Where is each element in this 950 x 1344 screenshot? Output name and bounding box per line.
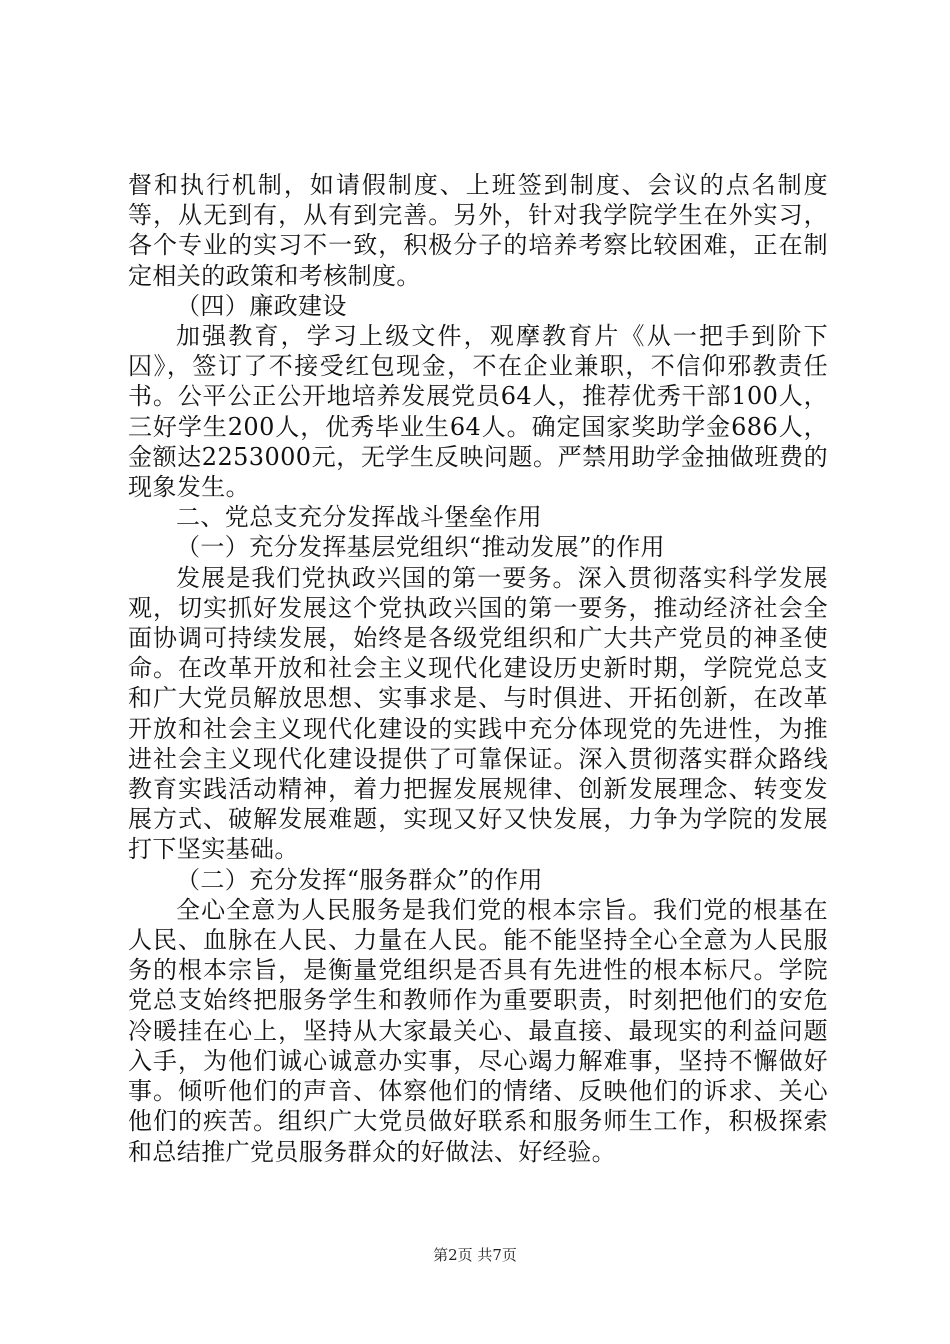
paragraph-tuidong-fazhan: 发展是我们党执政兴国的第一要务。深入贯彻落实科学发展观，切实抓好发展这个党执政兴国的第一要务，推动经济社会全面协调可持续发展，始终是各级党组织和广大共产党员的神圣使命。在改革开放和社会主义现代化建设历史新时期，学院党总支和广大党员解放思想、实事求是、与时俱进、开拓创新，在改革开放和社会主义现代化建设的实践中充分体现党的先进性，为推进社会主义现代化建设提供了可靠保证。深入贯彻落实群众路线教育实践活动精神，着力把握发展规律、创新发展理念、转变发展方式、破解发展难题，实现又好又快发展，力争为学院的发展打下坚实基础。 [128,563,828,864]
section-heading-part-two: 二、党总支充分发挥战斗堡垒作用 [176,503,542,532]
paragraph-fuwu-qunzhong: 全心全意为人民服务是我们党的根本宗旨。我们党的根基在人民、血脉在人民、力量在人民。能不能坚持全心全意为人民服务的根本宗旨，是衡量党组织是否具有先进性的根本标尺。学院党总支始终把服务学生和教师作为重要职责，时刻把他们的安危冷暖挂在心上，坚持从大家最关心、最直接、最现实的利益问题入手，为他们诚心诚意办实事，尽心竭力解难事，坚持不懈做好事。倾听他们的声音、体察他们的情绪、反映他们的诉求、关心他们的疾苦。组织广大党员做好联系和服务师生工作，积极探索和总结推广党员服务群众的好做法、好经验。 [128,895,828,1166]
page-number-label: 第2页 共7页 [433,1246,517,1264]
section-heading-fuwu-qunzhong: （二）充分发挥“服务群众”的作用 [176,865,543,894]
section-heading-tuidong-fazhan: （一）充分发挥基层党组织“推动发展”的作用 [176,533,665,562]
page-footer [0,1244,950,1265]
document-body [128,170,828,1167]
paragraph-lianzheng: 加强教育，学习上级文件，观摩教育片《从一把手到阶下囚》，签订了不接受红包现金，不在企业兼职，不信仰邪教责任书。公平公正公开地培养发展党员64人，推荐优秀干部100人，三好学生200人，优秀毕业生64人。确定国家奖助学金686人，金额达2253000元，无学生反映问题。严禁用助学金抽做班费的现象发生。 [128,322,828,502]
section-heading-lianzheng: （四）廉政建设 [176,291,347,320]
paragraph-continuation: 督和执行机制，如请假制度、上班签到制度、会议的点名制度等，从无到有，从有到完善。另外，针对我学院学生在外实习，各个专业的实习不一致，积极分子的培养考察比较困难，正在制定相关的政策和考核制度。 [128,171,828,290]
